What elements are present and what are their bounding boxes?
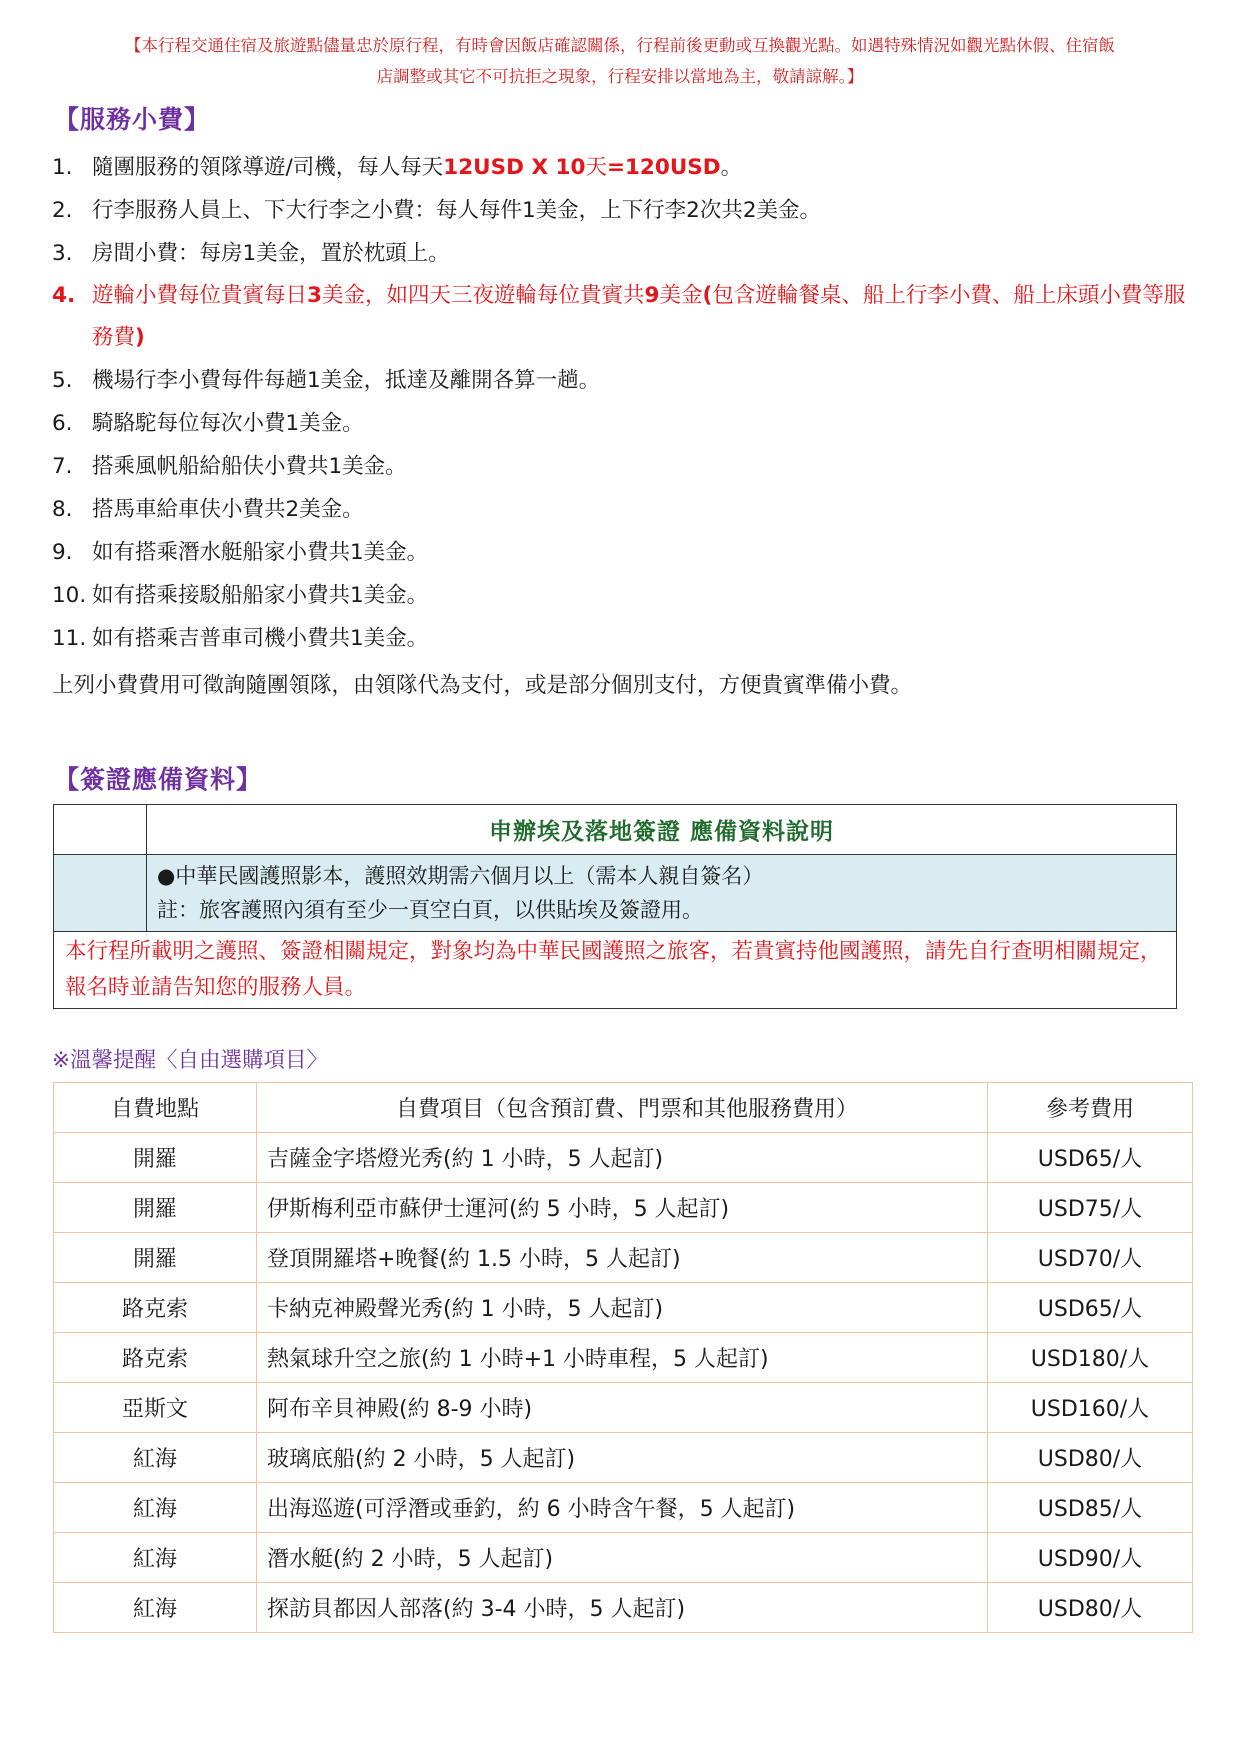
visa-requirements-cell <box>147 855 1177 932</box>
tour-price: USD75/人 <box>988 1183 1193 1233</box>
column-header: 參考費用 <box>988 1083 1193 1133</box>
table-row <box>54 1483 1193 1533</box>
item-highlight: 天 <box>585 155 607 180</box>
item-text: 美金 <box>659 283 703 308</box>
list-item <box>52 531 1192 574</box>
tour-item: 阿布辛貝神殿(約 8-9 小時) <box>257 1383 988 1433</box>
table-row <box>54 1183 1193 1233</box>
item-text: 搭乘風帆船給船伕小費共1美金。 <box>92 454 407 479</box>
tour-location: 紅海 <box>54 1533 257 1583</box>
visa-policy-note: 本行程所載明之護照、簽證相關規定，對象均為中華民國護照之旅客，若貴賓持他國護照，請先自行查明相關規定，報名時並請告知您的服務人員。 <box>54 932 1177 1009</box>
visa-blank-cell <box>54 855 147 932</box>
list-item <box>52 488 1192 531</box>
table-row <box>54 1583 1193 1633</box>
column-header: 自費地點 <box>54 1083 257 1133</box>
list-item <box>52 232 1192 275</box>
item-number: 2. <box>52 198 73 223</box>
item-text: 如有搭乘潛水艇船家小費共1美金。 <box>92 540 429 565</box>
tour-price: USD80/人 <box>988 1433 1193 1483</box>
table-row <box>54 1233 1193 1283</box>
item-text: 機場行李小費每件每趟1美金，抵達及離開各算一趟。 <box>92 368 601 393</box>
tour-price: USD65/人 <box>988 1283 1193 1333</box>
tips-footer-note: 上列小費費用可徵詢隨團領隊，由領隊代為支付，或是部分個別支付，方便貴賓準備小費。 <box>52 673 913 698</box>
list-item <box>52 445 1192 488</box>
item-highlight: ( <box>702 283 713 308</box>
table-row <box>54 1433 1193 1483</box>
column-header: 自費項目（包含預訂費、門票和其他服務費用） <box>257 1083 988 1133</box>
tour-item: 潛水艇(約 2 小時，5 人起訂) <box>257 1533 988 1583</box>
item-text: 美金，如四天三夜遊輪每位貴賓共 <box>321 283 645 308</box>
tour-item: 出海巡遊(可浮潛或垂釣，約 6 小時含午餐，5 人起訂) <box>257 1483 988 1533</box>
tour-location: 路克索 <box>54 1333 257 1383</box>
list-item <box>52 402 1192 445</box>
tour-price: USD65/人 <box>988 1133 1193 1183</box>
tour-item: 探訪貝都因人部落(約 3-4 小時，5 人起訂) <box>257 1583 988 1633</box>
visa-blank-cell <box>54 805 147 855</box>
item-number: 11. <box>52 626 87 651</box>
tour-price: USD160/人 <box>988 1383 1193 1433</box>
item-text: 如有搭乘接駁船船家小費共1美金。 <box>92 583 429 608</box>
item-highlight: =120USD <box>606 155 721 180</box>
item-text: 遊輪小費每位貴賓每日 <box>92 283 308 308</box>
item-text: 隨團服務的領隊導遊/司機，每人每天 <box>92 155 444 180</box>
visa-section-title: 【簽證應備資料】 <box>54 765 263 794</box>
item-number: 5. <box>52 368 73 393</box>
tour-location: 路克索 <box>54 1283 257 1333</box>
visa-requirement-line: 註：旅客護照內須有至少一頁空白頁，以供貼埃及簽證用。 <box>157 898 703 922</box>
item-text: 。 <box>720 155 743 180</box>
item-number: 3. <box>52 241 73 266</box>
notice-line-2: 店調整或其它不可抗拒之現象，行程安排以當地為主，敬請諒解。】 <box>376 67 864 86</box>
list-item <box>52 275 1192 359</box>
list-item <box>52 146 1192 189</box>
list-item <box>52 189 1192 232</box>
item-text: 行李服務人員上、下大行李之小費：每人每件1美金，上下行李2次共2美金。 <box>92 198 822 223</box>
tour-location: 開羅 <box>54 1183 257 1233</box>
item-highlight: 12USD X 10 <box>443 155 586 180</box>
tour-location: 開羅 <box>54 1233 257 1283</box>
item-number: 4. <box>52 283 76 308</box>
service-tips-list <box>52 146 1192 660</box>
item-text: 騎駱駝每位每次小費1美金。 <box>92 411 364 436</box>
list-item <box>52 617 1192 660</box>
tour-location: 紅海 <box>54 1483 257 1533</box>
tour-item: 玻璃底船(約 2 小時，5 人起訂) <box>257 1433 988 1483</box>
list-item <box>52 574 1192 617</box>
item-text: 包含遊輪餐桌、船上行李小費、船上床頭小費等服務費 <box>92 283 1186 350</box>
tour-item: 卡納克神殿聲光秀(約 1 小時，5 人起訂) <box>257 1283 988 1333</box>
table-header-row <box>54 1083 1193 1133</box>
item-number: 9. <box>52 540 73 565</box>
item-number: 6. <box>52 411 73 436</box>
tour-price: USD180/人 <box>988 1333 1193 1383</box>
table-row <box>54 1533 1193 1583</box>
tour-price: USD80/人 <box>988 1583 1193 1633</box>
visa-requirement-line: ●中華民國護照影本，護照效期需六個月以上（需本人親自簽名） <box>157 864 764 888</box>
item-number: 8. <box>52 497 73 522</box>
tour-price: USD70/人 <box>988 1233 1193 1283</box>
tour-item: 伊斯梅利亞市蘇伊士運河(約 5 小時，5 人起訂) <box>257 1183 988 1233</box>
table-row <box>54 1333 1193 1383</box>
tour-location: 開羅 <box>54 1133 257 1183</box>
tour-location: 紅海 <box>54 1433 257 1483</box>
item-highlight: 9 <box>644 283 660 308</box>
tour-price: USD85/人 <box>988 1483 1193 1533</box>
item-number: 7. <box>52 454 73 479</box>
tour-price: USD90/人 <box>988 1533 1193 1583</box>
item-highlight: 3 <box>307 283 322 308</box>
table-row <box>54 1133 1193 1183</box>
tour-location: 紅海 <box>54 1583 257 1633</box>
visa-table-title: 申辦埃及落地簽證 應備資料說明 <box>147 805 1177 855</box>
list-item <box>52 359 1192 402</box>
notice-line-1: 【本行程交通住宿及旅遊點儘量忠於原行程，有時會因飯店確認關係，行程前後更動或互換觀光點。如遇特殊情況如觀光點休假、住宿飯 <box>125 36 1115 55</box>
item-text: 房間小費：每房1美金，置於枕頭上。 <box>92 241 450 266</box>
tour-item: 登頂開羅塔+晚餐(約 1.5 小時，5 人起訂) <box>257 1233 988 1283</box>
item-text: 搭馬車給車伕小費共2美金。 <box>92 497 364 522</box>
optional-tours-reminder: ※溫馨提醒〈自由選購項目〉 <box>52 1048 329 1073</box>
service-tips-title: 【服務小費】 <box>54 105 211 134</box>
item-text: 如有搭乘吉普車司機小費共1美金。 <box>92 626 429 651</box>
visa-requirements-table <box>53 804 1177 1009</box>
optional-tours-table <box>53 1082 1193 1633</box>
item-number: 1. <box>52 155 73 180</box>
tour-item: 熱氣球升空之旅(約 1 小時+1 小時車程，5 人起訂) <box>257 1333 988 1383</box>
table-row <box>54 1283 1193 1333</box>
item-number: 10. <box>52 583 87 608</box>
tour-item: 吉薩金字塔燈光秀(約 1 小時，5 人起訂) <box>257 1133 988 1183</box>
table-row <box>54 1383 1193 1433</box>
itinerary-notice <box>52 30 1188 92</box>
item-highlight: ) <box>135 325 145 350</box>
tour-location: 亞斯文 <box>54 1383 257 1433</box>
